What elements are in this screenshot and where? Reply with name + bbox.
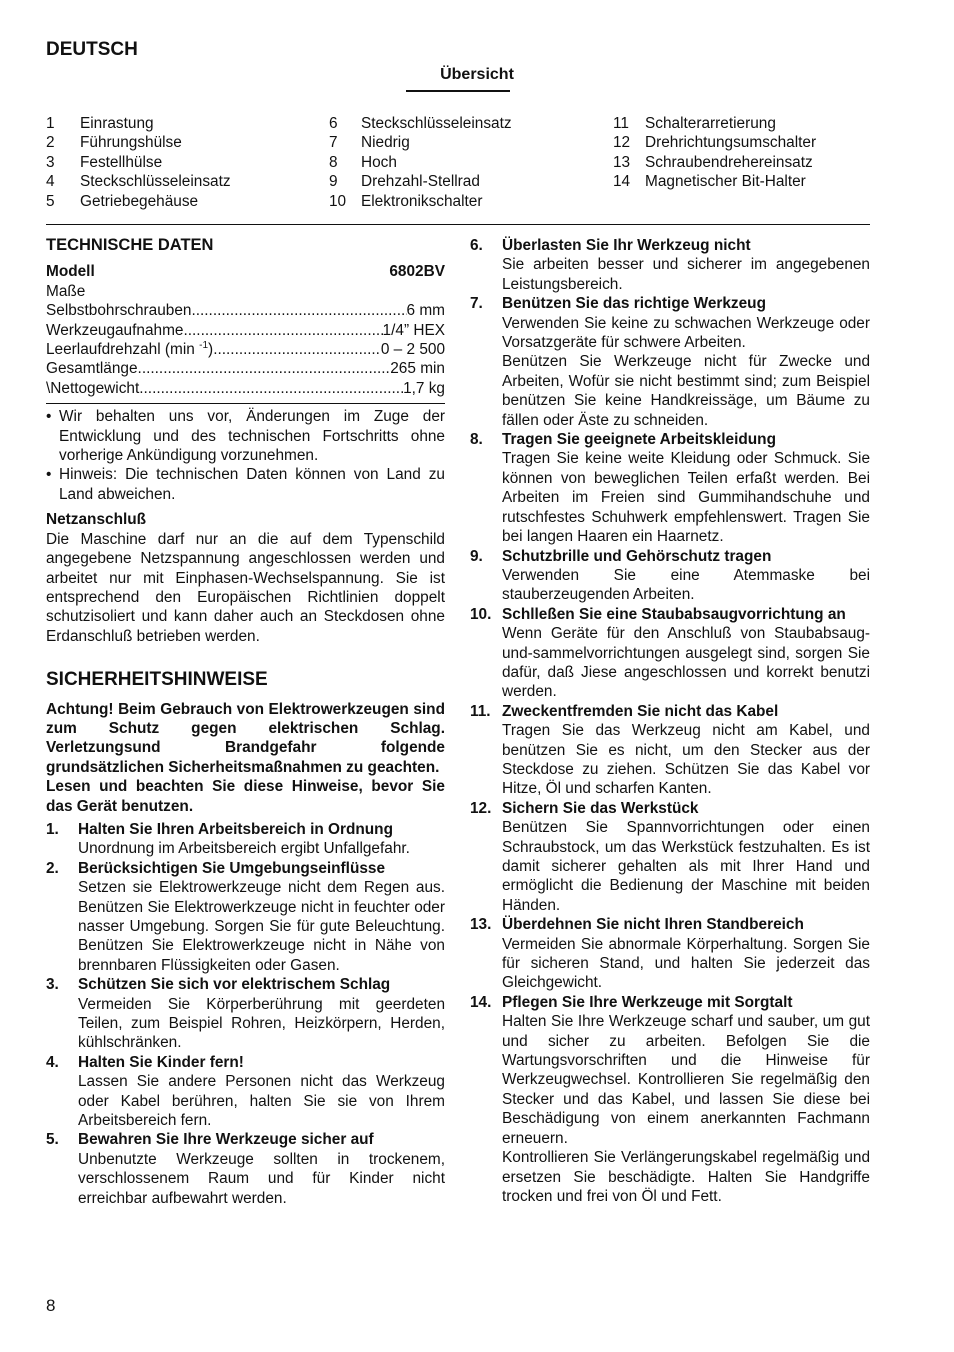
spec-label — [46, 359, 138, 378]
spec-value: 265 min — [390, 360, 445, 378]
safety-item-body — [78, 820, 445, 859]
spec-value: 1/4” HEX — [382, 321, 445, 339]
safety-item-title: Überlasten Sie Ihr Werkzeug nicht — [502, 237, 751, 254]
spec-label-text: Gesamtlänge — [46, 360, 138, 378]
spec-value: 1,7 kg — [403, 379, 445, 397]
overview-item — [46, 114, 231, 133]
tech-heading: TECHNISCHE DATEN — [46, 236, 214, 254]
bullet-mark: • — [46, 466, 52, 484]
safety-item-number: 14. — [470, 993, 492, 1011]
overview-item-label: Magnetischer Bit-Halter — [645, 173, 806, 191]
safety-item-body — [502, 915, 870, 993]
safety-item-text: Sie arbeiten besser und sicherer im angegebenen Leistungsbereich. — [502, 256, 870, 293]
safety-item-title: Schützen Sie sich vor elektrischem Schlag — [78, 976, 391, 994]
safety-item-number: 7. — [470, 295, 483, 313]
safety-item-text: Halten Sie Ihre Werkzeuge scharf und sauber, um gut und sicher zu arbeiten. Befolgen Sie die Wartungsvorschriften und die Hinweise für Werkzeugwechsel. Kontrollieren Sie regelmäßig den Stecker und das Kabel, und lassen Sie diese bei Beschädigung von einem anerkannten Fachmann erneuern. — [502, 1013, 870, 1147]
tech-note — [46, 465, 445, 504]
overview-item-number: 8 — [329, 153, 338, 171]
overview-item-number: 6 — [329, 115, 338, 132]
model-label: Modell — [46, 263, 95, 281]
spec-divider — [46, 403, 445, 404]
tech-note — [46, 407, 445, 465]
safety-intro-1: Achtung! Beim Gebrauch von Elektrowerkzeugen sind zum Schutz gegen elektrischen Schlag. Verletzungsund Brandgefahr folgende grundsätzlichen Sicherheitsmaßnahmen zu geachten. — [46, 700, 445, 776]
spec-row — [46, 321, 445, 340]
safety-item-number: 8. — [470, 431, 483, 449]
safety-item-number: 6. — [470, 237, 483, 254]
safety-item-title: Tragen Sie geeignete Arbeitskleidung — [502, 431, 776, 449]
overview-item-label: Steckschlüsseleinsatz — [361, 115, 512, 132]
netz-heading: Netzanschluß — [46, 511, 147, 529]
safety-item-body — [78, 1053, 445, 1131]
safety-item — [470, 993, 870, 1206]
safety-item-number: 1. — [46, 820, 59, 838]
safety-item-text: Kontrollieren Sie Verlängerungskabel regelmäßig und ersetzen Sie beschädigte. Halten Sie Handgriffe trocken und frei von Öl und Fett. — [502, 1149, 870, 1205]
safety-item-title: Schutzbrille und Gehörschutz tragen — [502, 547, 772, 565]
overview-column-1 — [46, 114, 231, 211]
overview-item — [329, 133, 512, 152]
safety-item-number: 12. — [470, 799, 492, 817]
overview-item — [613, 172, 816, 191]
overview-item — [46, 192, 231, 211]
safety-item-body — [78, 1130, 445, 1208]
safety-item — [470, 547, 870, 605]
overview-item — [329, 114, 512, 133]
model-value: 6802BV — [389, 263, 445, 281]
overview-item-label: Festellhülse — [80, 153, 163, 171]
safety-item-body — [78, 859, 445, 975]
safety-item — [470, 294, 870, 430]
overview-item-label: Einrastung — [80, 115, 154, 132]
overview-item-number: 3 — [46, 153, 55, 171]
safety-item — [46, 859, 445, 975]
spec-leader-dots — [183, 321, 382, 340]
section-divider — [46, 224, 870, 225]
overview-item — [329, 153, 512, 172]
safety-item — [46, 1130, 445, 1208]
spec-row — [46, 340, 445, 359]
bullet-mark: • — [46, 408, 52, 426]
overview-item-number: 5 — [46, 192, 55, 210]
safety-item-body — [502, 702, 870, 799]
overview-item — [613, 114, 816, 133]
safety-item-text: Unordnung im Arbeitsbereich ergibt Unfallgefahr. — [78, 840, 410, 858]
overview-item-label: Hoch — [361, 153, 397, 171]
overview-item — [46, 172, 231, 191]
safety-item-number: 5. — [46, 1131, 59, 1149]
spec-label — [46, 379, 139, 398]
safety-items-right — [470, 236, 870, 1206]
overview-item-label: Schalterarretierung — [645, 115, 776, 132]
safety-item-title: Berücksichtigen Sie Umgebungseinflüsse — [78, 859, 386, 877]
safety-item-text: Setzen sie Elektrowerkzeuge nicht dem Regen aus. Benützen Sie Elektrowerkzeuge nicht in feuchter oder nasser Umgebung. Sorgen Sie für gute Beleuchtung. Benützen Sie Elektrowerkzeuge nicht in Nähe von brennbaren Flüssigkeiten oder Gasen. — [78, 879, 445, 974]
safety-item-number: 4. — [46, 1053, 59, 1071]
tech-note-text: Hinweis: Die technischen Daten können von Land zu Land abweichen. — [59, 466, 445, 503]
spec-label-text: \Nettogewicht — [46, 379, 140, 397]
overview-underline — [406, 90, 510, 92]
overview-item-label: Führungshülse — [80, 134, 182, 152]
spec-list — [46, 301, 445, 398]
safety-items-left — [46, 820, 445, 1208]
safety-item-title: Schlleßen Sie eine Staubabsaugvorrichtung an — [502, 605, 846, 623]
safety-item — [470, 799, 870, 915]
tech-notes — [46, 407, 445, 504]
safety-item-title: Benützen Sie das richtige Werkzeug — [502, 295, 766, 313]
safety-item-title: Überdehnen Sie nicht Ihren Standbereich — [502, 916, 804, 934]
safety-item-text: Tragen Sie keine weite Kleidung oder Schmuck. Sie können von beweglichen Teilen erfaßt werden. Bei Arbeiten im Freien sind Gummihandschuhe und rutschfestes Schuhwerk empfehlenswert. Tragen Sie bei langen Haaren ein Haarnetz. — [502, 450, 870, 546]
safety-item — [470, 605, 870, 702]
overview-item — [329, 192, 512, 211]
safety-item-title: Zweckentfremden Sie nicht das Kabel — [502, 702, 779, 720]
safety-item — [470, 702, 870, 799]
safety-item-body — [502, 547, 870, 605]
safety-item-body — [78, 975, 445, 1053]
safety-item-number: 13. — [470, 916, 492, 934]
safety-item-number: 3. — [46, 976, 59, 994]
safety-intro-2: Lesen und beachten Sie diese Hinweise, bevor Sie das Gerät benutzen. — [46, 778, 445, 815]
spec-label-text: Werkzeugaufnahme — [46, 321, 184, 339]
spec-row — [46, 359, 445, 378]
netz-text: Die Maschine darf nur an die auf dem Typenschild angegebene Netzspannung angeschlossen werden und arbeitet nur mit Einphasen-Wechselspannung. Sie ist entsprechend den Europäischen Richtlinien doppelt schutzisoliert und kann daher auch an Steckdosen ohne Erdanschluß betrieben werden. — [46, 530, 445, 645]
safety-item-number: 11. — [470, 702, 491, 720]
overview-item-number: 2 — [46, 134, 55, 152]
spec-leader-dots — [138, 359, 391, 378]
safety-item-number: 2. — [46, 859, 59, 877]
safety-item — [470, 236, 870, 294]
overview-item-label: Niedrig — [361, 134, 410, 152]
tech-note-text: Wir behalten uns vor, Änderungen im Zuge der Entwicklung und des technischen Fortschritts ohne vorherige Ankündigung vorzunehmen. — [59, 408, 445, 465]
safety-item — [46, 1053, 445, 1131]
overview-column-3 — [613, 114, 816, 192]
spec-row — [46, 301, 445, 320]
overview-item-number: 1 — [46, 115, 55, 132]
spec-label-text: Selbstbohrschrauben — [46, 302, 192, 320]
safety-item-title: Pflegen Sie Ihre Werkzeuge mit Sorgtalt — [502, 993, 793, 1011]
overview-item-number: 7 — [329, 134, 338, 152]
overview-item-label: Drehrichtungsumschalter — [645, 134, 817, 152]
overview-item-number: 14 — [613, 173, 631, 191]
safety-item-body — [502, 430, 870, 546]
overview-item-label: Drehzahl-Stellrad — [361, 173, 480, 191]
overview-item-number: 4 — [46, 173, 55, 191]
safety-item-text: Verwenden Sie eine Atemmaske bei stauberzeugenden Arbeiten. — [502, 566, 870, 604]
safety-item-number: 9. — [470, 547, 483, 565]
safety-item-text: Tragen Sie das Werkzeug nicht am Kabel, und benützen Sie es nicht, um den Stecker aus der Steckdose zu ziehen. Schützen Sie das Kabel vor Hitze, Öl und scharfen Kanten. — [502, 722, 870, 798]
overview-item-label: Getriebegehäuse — [80, 192, 199, 210]
safety-item-text: Unbenutzte Werkzeuge sollten in trockenem, verschlossenem Raum und für Kinder nicht erreichbar aufbewahrt werden. — [78, 1150, 445, 1207]
spec-label-end: ) — [208, 341, 214, 359]
overview-item-label: Schraubendrehereinsatz — [645, 153, 813, 171]
safety-item — [46, 820, 445, 859]
safety-item-body — [502, 236, 870, 294]
spec-value: 6 mm — [406, 302, 445, 320]
spec-leader-dots — [139, 379, 403, 398]
overview-item — [613, 153, 816, 172]
overview-item — [329, 172, 512, 191]
model-row — [46, 262, 445, 281]
safety-item-title: Halten Sie Ihren Arbeitsbereich in Ordnung — [78, 820, 393, 838]
safety-item-body — [502, 993, 870, 1206]
spec-leader-dots — [191, 301, 406, 320]
spec-label-superscript: -1 — [199, 340, 209, 351]
overview-title: Übersicht — [440, 66, 514, 83]
safety-item-body — [502, 605, 870, 702]
safety-item-body — [502, 294, 870, 430]
safety-item — [470, 915, 870, 993]
overview-item-number: 10 — [329, 192, 347, 210]
overview-item — [613, 133, 816, 152]
spec-value: 0 – 2 500 — [380, 341, 445, 359]
overview-item-label: Steckschlüsseleinsatz — [80, 173, 231, 191]
safety-item-text: Lassen Sie andere Personen nicht das Werkzeug oder Kabel berühren, halten Sie sie von Ihrem Arbeitsbereich fern. — [78, 1073, 445, 1130]
spec-leader-dots — [213, 340, 381, 359]
overview-item-number: 12 — [613, 134, 631, 152]
safety-item-text: Wenn Geräte für den Anschluß von Staubabsaug-und-sammelvorrichtungen ausgelegt sind, sorgen Sie dafür, daß Jiese angeschlossen und korrekt benutzi werden. — [502, 625, 870, 701]
safety-heading: SICHERHEITSHINWEISE — [46, 669, 268, 691]
masse-label: Maße — [46, 282, 86, 300]
safety-item-body — [502, 799, 870, 915]
overview-column-2 — [329, 114, 512, 211]
overview-item-number: 9 — [329, 173, 338, 191]
overview-item-label: Elektronikschalter — [361, 192, 483, 210]
safety-item-title: Halten Sie Kinder fern! — [78, 1053, 244, 1071]
overview-item — [46, 153, 231, 172]
spec-label — [46, 340, 213, 359]
overview-item-number: 13 — [613, 153, 631, 171]
spec-row — [46, 379, 445, 398]
overview-item — [46, 133, 231, 152]
safety-item-number: 10. — [470, 605, 492, 623]
safety-item-title: Sichern Sie das Werkstück — [502, 799, 699, 817]
left-column — [46, 236, 445, 1208]
safety-item-title: Bewahren Sie Ihre Werkzeuge sicher auf — [78, 1131, 374, 1149]
page-number: 8 — [46, 1296, 56, 1315]
safety-item-text: Vermeiden Sie Körperberührung mit geerdeten Teilen, zum Beispiel Rohren, Heizkörpern, Herden, kühlschränken. — [78, 995, 445, 1052]
safety-item — [46, 975, 445, 1053]
spec-label — [46, 321, 183, 340]
language-heading: DEUTSCH — [46, 39, 138, 60]
spec-label — [46, 301, 191, 320]
safety-item-text: Benützen Sie Spannvorrichtungen oder einen Schraubstock, um das Werkstück festzuhalten. Es ist damit sicherer gehalten als mit Ihrer Hand und ermöglicht die Bedienung der Maschine mit beiden Händen. — [502, 819, 870, 914]
safety-item-text: Verwenden Sie keine zu schwachen Werkzeuge oder Vorsatzgeräte für schwere Arbeiten. — [502, 314, 870, 352]
overview-item-number: 11 — [613, 115, 629, 132]
spec-label-text: Leerlaufdrehzahl (min — [46, 341, 195, 359]
safety-item-text: Vermeiden Sie abnormale Körperhaltung. Sorgen Sie für sicheren Stand, und halten Sie jederzeit das Gleichgewicht. — [502, 935, 870, 992]
safety-item-text: Benützen Sie Werkzeuge nicht für Zwecke und Arbeiten, Wofür sie nicht bestimmt sind; zum Beispiel benützen Sie keine Handkreissäge, um Bäume zu fällen oder Äste zu schneiden. — [502, 353, 870, 429]
safety-item — [470, 430, 870, 546]
